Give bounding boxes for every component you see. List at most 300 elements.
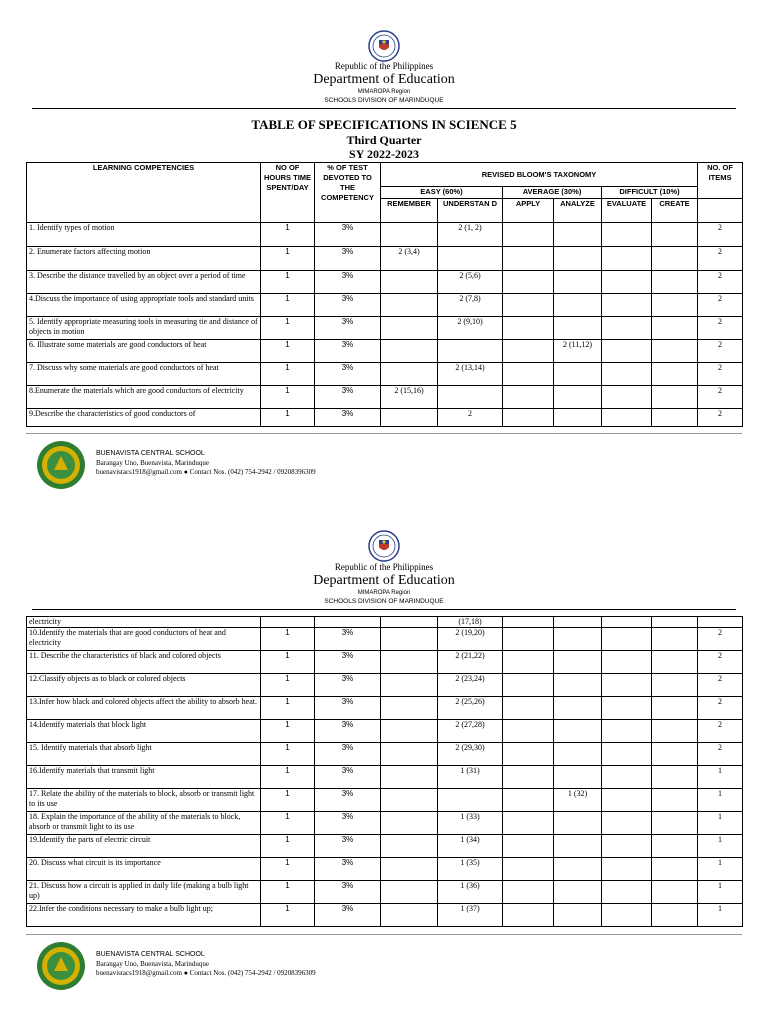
- cell-evaluate: [602, 766, 652, 789]
- cell-create: [652, 651, 698, 674]
- cell-hours: 1: [261, 720, 315, 743]
- cell-evaluate: [602, 617, 652, 628]
- deped-seal-icon: [368, 530, 400, 562]
- specifications-table-page-2: [26, 616, 743, 927]
- cell-evaluate: [602, 386, 652, 409]
- cell-create: [652, 674, 698, 697]
- cell-analyze: [554, 835, 602, 858]
- header-bloom: REVISED BLOOM'S TAXONOMY: [381, 163, 698, 187]
- cell-hours: 1: [261, 835, 315, 858]
- cell-percent: 3%: [315, 409, 381, 427]
- cell-create: [652, 386, 698, 409]
- cell-hours: 1: [261, 789, 315, 812]
- cell-items: 2: [698, 651, 743, 674]
- cell-percent: 3%: [315, 720, 381, 743]
- cell-percent: 3%: [315, 812, 381, 835]
- cell-understand: [438, 789, 503, 812]
- cell-apply: [503, 651, 554, 674]
- cell-analyze: [554, 812, 602, 835]
- table-row: [27, 858, 743, 881]
- cell-remember: [381, 628, 438, 651]
- cell-evaluate: [602, 223, 652, 247]
- cell-analyze: [554, 386, 602, 409]
- cell-percent: 3%: [315, 881, 381, 904]
- cell-items: 1: [698, 858, 743, 881]
- cell-evaluate: [602, 271, 652, 294]
- page-1: [0, 0, 768, 500]
- cell-evaluate: [602, 904, 652, 927]
- cell-items: 2: [698, 409, 743, 427]
- cell-evaluate: [602, 409, 652, 427]
- cell-apply: [503, 409, 554, 427]
- cell-analyze: [554, 881, 602, 904]
- cell-analyze: 1 (32): [554, 789, 602, 812]
- cell-remember: [381, 651, 438, 674]
- cell-competency: 3. Describe the distance travelled by an object over a period of time: [27, 271, 261, 294]
- cell-understand: 1 (33): [438, 812, 503, 835]
- cell-remember: [381, 881, 438, 904]
- cell-apply: [503, 271, 554, 294]
- school-name: BUENAVISTA CENTRAL SCHOOL: [96, 951, 205, 958]
- school-address: Barangay Uno, Buenavista, Marinduque: [96, 960, 209, 968]
- cell-competency: electricity: [27, 617, 261, 628]
- cell-understand: 2 (23,24): [438, 674, 503, 697]
- cell-analyze: [554, 617, 602, 628]
- cell-analyze: 2 (11,12): [554, 340, 602, 363]
- cell-competency: 12.Classify objects as to black or colored objects: [27, 674, 261, 697]
- cell-hours: 1: [261, 294, 315, 317]
- cell-evaluate: [602, 697, 652, 720]
- school-footer: [36, 941, 736, 991]
- division-label: SCHOOLS DIVISION OF MARINDUQUE: [324, 97, 444, 104]
- cell-items: 2: [698, 363, 743, 386]
- cell-hours: 1: [261, 812, 315, 835]
- cell-understand: 2 (13,14): [438, 363, 503, 386]
- cell-hours: 1: [261, 247, 315, 271]
- cell-items: 2: [698, 294, 743, 317]
- cell-evaluate: [602, 674, 652, 697]
- cell-understand: (17,18): [438, 617, 503, 628]
- school-seal-icon: [36, 941, 86, 991]
- cell-analyze: [554, 766, 602, 789]
- table-row: [27, 628, 743, 651]
- cell-understand: 2 (29,30): [438, 743, 503, 766]
- department-label: Department of Education: [313, 72, 455, 87]
- cell-evaluate: [602, 720, 652, 743]
- cell-analyze: [554, 317, 602, 340]
- header-competencies: LEARNING COMPETENCIES: [27, 163, 261, 223]
- cell-evaluate: [602, 363, 652, 386]
- deped-seal-icon: [368, 30, 400, 62]
- table-body-page-1: [27, 223, 743, 427]
- cell-create: [652, 697, 698, 720]
- cell-apply: [503, 340, 554, 363]
- cell-remember: [381, 743, 438, 766]
- cell-competency: 19.Identify the parts of electric circuit: [27, 835, 261, 858]
- cell-understand: [438, 247, 503, 271]
- cell-understand: 2 (25,26): [438, 697, 503, 720]
- cell-items: 2: [698, 674, 743, 697]
- cell-percent: 3%: [315, 340, 381, 363]
- cell-create: [652, 617, 698, 628]
- cell-understand: 2 (19,20): [438, 628, 503, 651]
- cell-create: [652, 409, 698, 427]
- cell-items: 2: [698, 271, 743, 294]
- cell-remember: [381, 294, 438, 317]
- cell-apply: [503, 835, 554, 858]
- cell-evaluate: [602, 789, 652, 812]
- header-rule: [32, 609, 736, 610]
- republic-label: Republic of the Philippines: [334, 61, 434, 71]
- header-analyze: ANALYZE: [554, 199, 602, 223]
- cell-items: 2: [698, 743, 743, 766]
- table-body-page-2: [27, 617, 743, 927]
- cell-analyze: [554, 294, 602, 317]
- cell-apply: [503, 720, 554, 743]
- page-2: [0, 512, 768, 1024]
- cell-competency: 2. Enumerate factors affecting motion: [27, 247, 261, 271]
- cell-competency: 9.Describe the characteristics of good conductors of: [27, 409, 261, 427]
- table-row: [27, 340, 743, 363]
- cell-percent: 3%: [315, 651, 381, 674]
- cell-hours: 1: [261, 317, 315, 340]
- cell-competency: 4.Discuss the importance of using appropriate tools and standard units: [27, 294, 261, 317]
- header-items-blank: [698, 199, 743, 223]
- cell-understand: 2 (9,10): [438, 317, 503, 340]
- cell-competency: 7. Discuss why some materials are good conductors of heat: [27, 363, 261, 386]
- cell-analyze: [554, 651, 602, 674]
- cell-understand: 2 (5,6): [438, 271, 503, 294]
- republic-label: Republic of the Philippines: [334, 562, 434, 572]
- table-row: [27, 223, 743, 247]
- cell-items: [698, 617, 743, 628]
- cell-apply: [503, 386, 554, 409]
- cell-apply: [503, 317, 554, 340]
- cell-items: 2: [698, 223, 743, 247]
- header-items: NO. OF ITEMS: [698, 163, 743, 199]
- cell-items: 2: [698, 247, 743, 271]
- cell-remember: [381, 835, 438, 858]
- cell-evaluate: [602, 628, 652, 651]
- department-label: Department of Education: [313, 573, 455, 588]
- cell-create: [652, 835, 698, 858]
- cell-hours: 1: [261, 409, 315, 427]
- cell-create: [652, 858, 698, 881]
- table-row: [27, 789, 743, 812]
- cell-hours: 1: [261, 904, 315, 927]
- cell-create: [652, 340, 698, 363]
- cell-apply: [503, 881, 554, 904]
- cell-create: [652, 789, 698, 812]
- cell-hours: 1: [261, 743, 315, 766]
- school-address: Barangay Uno, Buenavista, Marinduque: [96, 459, 209, 467]
- specifications-table-page-1: [26, 162, 743, 427]
- cell-percent: 3%: [315, 628, 381, 651]
- document-title: TABLE OF SPECIFICATIONS IN SCIENCE 5: [251, 117, 517, 132]
- cell-items: 2: [698, 340, 743, 363]
- cell-create: [652, 628, 698, 651]
- cell-understand: [438, 386, 503, 409]
- cell-analyze: [554, 628, 602, 651]
- cell-analyze: [554, 697, 602, 720]
- cell-analyze: [554, 858, 602, 881]
- cell-percent: 3%: [315, 223, 381, 247]
- cell-apply: [503, 617, 554, 628]
- table-row: [27, 247, 743, 271]
- table-row: [27, 271, 743, 294]
- cell-competency: 5. Identify appropriate measuring tools in measuring tie and distance of objects in motion: [27, 317, 261, 340]
- cell-competency: 1. Identify types of motion: [27, 223, 261, 247]
- cell-competency: 22.Infer the conditions necessary to make a bulb light up;: [27, 904, 261, 927]
- cell-hours: 1: [261, 340, 315, 363]
- table-row: [27, 317, 743, 340]
- header-hours: NO OF HOURS TIME SPENT/DAY: [261, 163, 315, 223]
- cell-remember: [381, 766, 438, 789]
- cell-analyze: [554, 904, 602, 927]
- cell-remember: [381, 789, 438, 812]
- cell-create: [652, 904, 698, 927]
- cell-understand: 2 (21,22): [438, 651, 503, 674]
- cell-create: [652, 223, 698, 247]
- header-easy: EASY (60%): [381, 187, 503, 199]
- cell-percent: 3%: [315, 904, 381, 927]
- cell-create: [652, 766, 698, 789]
- header-evaluate: EVALUATE: [602, 199, 652, 223]
- table-row: [27, 651, 743, 674]
- cell-percent: 3%: [315, 294, 381, 317]
- cell-apply: [503, 674, 554, 697]
- cell-evaluate: [602, 247, 652, 271]
- cell-understand: 1 (34): [438, 835, 503, 858]
- cell-create: [652, 363, 698, 386]
- cell-percent: 3%: [315, 247, 381, 271]
- table-row: [27, 881, 743, 904]
- cell-apply: [503, 697, 554, 720]
- cell-competency: 14.Identify materials that block light: [27, 720, 261, 743]
- cell-analyze: [554, 271, 602, 294]
- table-row: [27, 766, 743, 789]
- cell-items: 1: [698, 835, 743, 858]
- cell-apply: [503, 904, 554, 927]
- cell-hours: [261, 617, 315, 628]
- header-average: AVERAGE (30%): [503, 187, 602, 199]
- cell-apply: [503, 858, 554, 881]
- cell-apply: [503, 223, 554, 247]
- cell-items: 1: [698, 766, 743, 789]
- cell-remember: [381, 363, 438, 386]
- cell-remember: [381, 720, 438, 743]
- cell-remember: [381, 409, 438, 427]
- table-row: [27, 409, 743, 427]
- table-row: [27, 386, 743, 409]
- cell-understand: 2 (1, 2): [438, 223, 503, 247]
- table-row: [27, 617, 743, 628]
- cell-percent: 3%: [315, 317, 381, 340]
- school-name: BUENAVISTA CENTRAL SCHOOL: [96, 450, 205, 457]
- table-row: [27, 904, 743, 927]
- cell-analyze: [554, 743, 602, 766]
- cell-percent: 3%: [315, 743, 381, 766]
- header-create: CREATE: [652, 199, 698, 223]
- cell-competency: 13.Infer how black and colored objects affect the ability to absorb heat.: [27, 697, 261, 720]
- cell-remember: [381, 858, 438, 881]
- cell-remember: [381, 223, 438, 247]
- header-difficult: DIFFICULT (10%): [602, 187, 698, 199]
- division-label: SCHOOLS DIVISION OF MARINDUQUE: [324, 598, 444, 605]
- table-row: [27, 294, 743, 317]
- cell-competency: 15. Identify materials that absorb light: [27, 743, 261, 766]
- cell-create: [652, 247, 698, 271]
- cell-evaluate: [602, 812, 652, 835]
- cell-items: 2: [698, 628, 743, 651]
- cell-remember: 2 (3,4): [381, 247, 438, 271]
- cell-percent: 3%: [315, 766, 381, 789]
- cell-hours: 1: [261, 766, 315, 789]
- table-row: [27, 697, 743, 720]
- header-rule: [32, 108, 736, 109]
- cell-hours: 1: [261, 386, 315, 409]
- cell-create: [652, 317, 698, 340]
- cell-items: 1: [698, 881, 743, 904]
- cell-apply: [503, 766, 554, 789]
- header-apply: APPLY: [503, 199, 554, 223]
- cell-competency: 17. Relate the ability of the materials to block, absorb or transmit light to its use: [27, 789, 261, 812]
- cell-competency: 18. Explain the importance of the ability of the materials to block, absorb or transmit light to its use: [27, 812, 261, 835]
- cell-analyze: [554, 409, 602, 427]
- cell-items: 2: [698, 720, 743, 743]
- cell-evaluate: [602, 340, 652, 363]
- cell-understand: 2 (27,28): [438, 720, 503, 743]
- cell-percent: 3%: [315, 789, 381, 812]
- cell-create: [652, 743, 698, 766]
- cell-analyze: [554, 247, 602, 271]
- cell-understand: 1 (35): [438, 858, 503, 881]
- cell-apply: [503, 628, 554, 651]
- cell-apply: [503, 363, 554, 386]
- cell-percent: 3%: [315, 386, 381, 409]
- school-contact: buenavistacs1918@gmail.com ● Contact Nos. (042) 754-2942 / 09208396309: [96, 468, 316, 476]
- cell-percent: 3%: [315, 363, 381, 386]
- table-row: [27, 835, 743, 858]
- cell-apply: [503, 789, 554, 812]
- cell-apply: [503, 294, 554, 317]
- cell-understand: [438, 340, 503, 363]
- cell-items: 2: [698, 386, 743, 409]
- cell-create: [652, 271, 698, 294]
- cell-competency: 10.Identify the materials that are good conductors of heat and electricity: [27, 628, 261, 651]
- table-row: [27, 363, 743, 386]
- cell-analyze: [554, 363, 602, 386]
- cell-items: 2: [698, 697, 743, 720]
- cell-competency: 8.Enumerate the materials which are good conductors of electricity: [27, 386, 261, 409]
- cell-create: [652, 881, 698, 904]
- table-row: [27, 674, 743, 697]
- cell-competency: 6. Illustrate some materials are good conductors of heat: [27, 340, 261, 363]
- footer-rule: [26, 934, 742, 935]
- cell-competency: 11. Describe the characteristics of black and colored objects: [27, 651, 261, 674]
- cell-competency: 16.Identify materials that transmit light: [27, 766, 261, 789]
- header-remember: REMEMBER: [381, 199, 438, 223]
- cell-evaluate: [602, 317, 652, 340]
- cell-items: 2: [698, 317, 743, 340]
- cell-hours: 1: [261, 363, 315, 386]
- table-row: [27, 743, 743, 766]
- table-row: [27, 720, 743, 743]
- cell-percent: 3%: [315, 858, 381, 881]
- cell-remember: [381, 812, 438, 835]
- cell-remember: [381, 904, 438, 927]
- cell-percent: 3%: [315, 271, 381, 294]
- quarter-label: Third Quarter: [346, 133, 422, 147]
- cell-apply: [503, 247, 554, 271]
- cell-understand: 1 (31): [438, 766, 503, 789]
- school-seal-icon: [36, 440, 86, 490]
- cell-hours: 1: [261, 858, 315, 881]
- cell-percent: [315, 617, 381, 628]
- cell-hours: 1: [261, 697, 315, 720]
- cell-remember: [381, 340, 438, 363]
- region-label: MIMAROPA Region: [357, 590, 411, 596]
- cell-percent: 3%: [315, 835, 381, 858]
- cell-evaluate: [602, 294, 652, 317]
- cell-percent: 3%: [315, 697, 381, 720]
- cell-evaluate: [602, 858, 652, 881]
- footer-rule: [26, 433, 742, 434]
- cell-hours: 1: [261, 271, 315, 294]
- cell-remember: 2 (15,16): [381, 386, 438, 409]
- cell-remember: [381, 317, 438, 340]
- cell-create: [652, 720, 698, 743]
- cell-understand: 1 (36): [438, 881, 503, 904]
- cell-hours: 1: [261, 881, 315, 904]
- cell-competency: 20. Discuss what circuit is its importance: [27, 858, 261, 881]
- school-year-label: SY 2022-2023: [349, 147, 419, 161]
- cell-hours: 1: [261, 651, 315, 674]
- header-understand: UNDERSTAN D: [438, 199, 503, 223]
- cell-remember: [381, 674, 438, 697]
- cell-create: [652, 294, 698, 317]
- cell-percent: 3%: [315, 674, 381, 697]
- cell-remember: [381, 617, 438, 628]
- cell-remember: [381, 697, 438, 720]
- header-percent: % OF TEST DEVOTED TO THE COMPETENCY: [315, 163, 381, 223]
- cell-evaluate: [602, 835, 652, 858]
- cell-competency: 21. Discuss how a circuit is applied in daily life (making a bulb light up): [27, 881, 261, 904]
- cell-hours: 1: [261, 628, 315, 651]
- table-row: [27, 812, 743, 835]
- cell-analyze: [554, 720, 602, 743]
- cell-analyze: [554, 674, 602, 697]
- cell-remember: [381, 271, 438, 294]
- cell-create: [652, 812, 698, 835]
- cell-analyze: [554, 223, 602, 247]
- school-contact: buenavistacs1918@gmail.com ● Contact Nos. (042) 754-2942 / 09208396309: [96, 969, 316, 977]
- cell-apply: [503, 812, 554, 835]
- school-footer: [36, 440, 736, 490]
- cell-understand: 1 (37): [438, 904, 503, 927]
- cell-evaluate: [602, 651, 652, 674]
- cell-items: 1: [698, 789, 743, 812]
- cell-items: 1: [698, 904, 743, 927]
- cell-items: 1: [698, 812, 743, 835]
- cell-evaluate: [602, 743, 652, 766]
- cell-understand: 2 (7,8): [438, 294, 503, 317]
- cell-apply: [503, 743, 554, 766]
- cell-evaluate: [602, 881, 652, 904]
- cell-hours: 1: [261, 674, 315, 697]
- region-label: MIMAROPA Region: [357, 89, 411, 95]
- cell-hours: 1: [261, 223, 315, 247]
